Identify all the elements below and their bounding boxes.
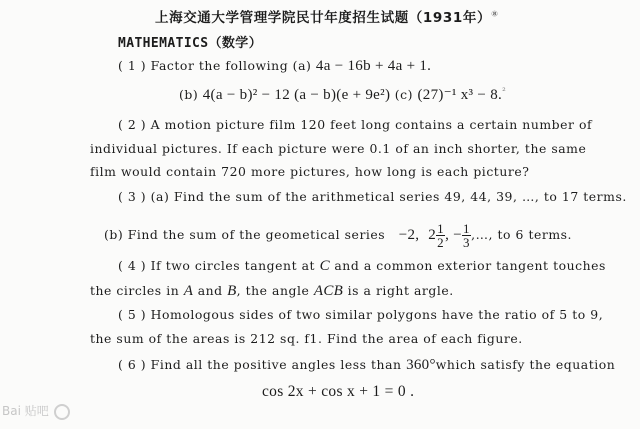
title-footnote: ⑧	[491, 9, 499, 19]
q3b-frac2-num: 1	[463, 221, 471, 236]
q4-angle: ACB	[313, 283, 344, 299]
question-1-line-2	[179, 85, 506, 104]
question-2-line-1: ( 2 ) A motion picture film 120 feet long contains a certain number of	[118, 117, 593, 132]
q4-line2-pre: the circles in	[90, 283, 180, 298]
q1-footnote: ²	[502, 86, 507, 97]
q3b-frac1-den: 2	[437, 235, 445, 250]
baidu-tieba-watermark	[2, 402, 70, 420]
q3b-frac2-den: 3	[463, 235, 471, 250]
question-5-line-2: the sum of the areas is 212 sq. f1. Find the area of each figure.	[90, 331, 523, 346]
question-5-line-1: ( 5 ) Homologous sides of two similar polygons have the ratio of 5 to 9,	[118, 307, 604, 322]
q1-b-label: (b)	[179, 87, 199, 102]
q4-line2-mid: , the angle	[236, 283, 310, 298]
exam-title	[155, 6, 498, 26]
q1-c-expression: (27)⁻¹ x³ − 8.	[417, 87, 503, 103]
paw-logo-icon	[54, 404, 70, 420]
q1-c-label: (c)	[394, 87, 413, 102]
q4-point-c: C	[319, 258, 330, 274]
q3b-first-term: −2,	[398, 227, 420, 243]
q3b-text: (b) Find the sum of the geometical series	[104, 227, 386, 242]
q4-point-b: B	[227, 283, 237, 299]
q1-a-expression: 4a − 16b + 4a + 1.	[315, 58, 432, 74]
q3b-fraction-half	[436, 222, 445, 249]
q4-line1-post: and a common exterior tangent touches	[334, 258, 606, 273]
question-3a: ( 3 ) (a) Find the sum of the arithmetical series 49, 44, 39, …, to 17 terms.	[118, 189, 627, 204]
q3b-whole: 2	[428, 227, 437, 243]
q3b-fraction-third	[462, 222, 471, 249]
q4-line2-post: is a right argle.	[347, 283, 454, 298]
watermark-text: Bai 贴吧	[2, 404, 49, 418]
question-2-line-3: film would contain 720 more pictures, how long is each picture?	[90, 164, 530, 179]
q3b-frac1-num: 1	[437, 221, 445, 236]
question-3b	[104, 222, 572, 249]
q4-and: and	[197, 283, 223, 298]
q3b-tail: ,…, to 6 terms.	[471, 227, 573, 242]
question-6-equation: cos 2x + cos x + 1 = 0 .	[262, 383, 415, 400]
q1-intro: ( 1 ) Factor the following (a)	[118, 58, 312, 73]
q4-point-a: A	[183, 283, 194, 299]
q6-line1-post: which satisfy the equation	[435, 357, 616, 372]
question-2-line-2: individual pictures. If each picture were 0.1 of an inch shorter, the same	[90, 141, 587, 156]
title-text: 上海交通大学管理学院民廿年度招生试题（1931年）	[155, 10, 492, 26]
subject-heading: MATHEMATICS（数学）	[118, 36, 263, 51]
q6-degrees: 360°	[406, 357, 436, 373]
q4-line1-pre: ( 4 ) If two circles tangent at	[118, 258, 316, 273]
question-4-line-1	[118, 258, 606, 275]
question-6-line-1	[118, 357, 615, 374]
question-4-line-2	[90, 283, 454, 300]
q3b-separator: , −	[445, 227, 463, 243]
q1-b-expression: 4(a − b)² − 12 (a − b)(e + 9e²)	[202, 87, 391, 103]
question-1-line-1	[118, 58, 431, 75]
q6-line1-pre: ( 6 ) Find all the positive angles less than	[118, 357, 402, 372]
